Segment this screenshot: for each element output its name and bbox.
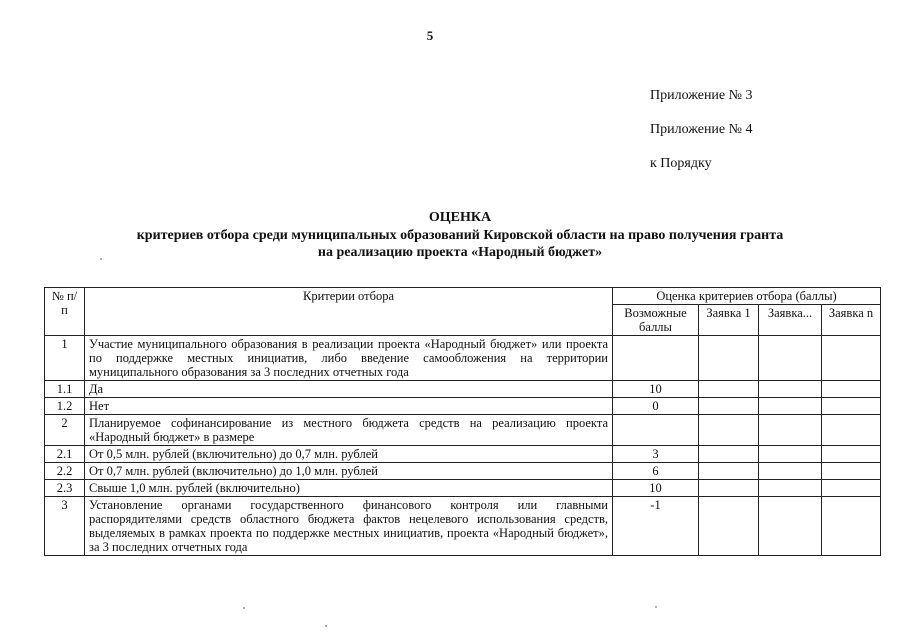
- annex-line-3: к Порядку: [650, 156, 712, 171]
- row-app-dots: [759, 497, 822, 556]
- row-app-dots: [759, 415, 822, 446]
- row-app-n: [822, 480, 881, 497]
- scan-speck: [325, 625, 327, 627]
- row-number: 3: [45, 497, 85, 556]
- scan-speck: [243, 607, 245, 609]
- document-subtitle-line-1: критериев отбора среди муниципальных образований Кировской области на право получения гранта: [136, 228, 784, 243]
- row-points: 6: [613, 463, 699, 480]
- header-evaluation: Оценка критериев отбора (баллы): [613, 288, 881, 305]
- row-criterion: Да: [85, 381, 613, 398]
- table-row: [45, 497, 881, 556]
- row-app-dots: [759, 446, 822, 463]
- header-application-1: Заявка 1: [699, 305, 759, 336]
- row-app-dots: [759, 336, 822, 381]
- row-app-1: [699, 480, 759, 497]
- row-criterion: Свыше 1,0 млн. рублей (включительно): [85, 480, 613, 497]
- row-app-1: [699, 497, 759, 556]
- row-app-dots: [759, 381, 822, 398]
- row-number: 2: [45, 415, 85, 446]
- row-app-1: [699, 336, 759, 381]
- row-app-1: [699, 446, 759, 463]
- header-num: № п/п: [45, 288, 85, 336]
- header-application-n: Заявка n: [822, 305, 881, 336]
- row-number: 1: [45, 336, 85, 381]
- table-row: [45, 463, 881, 480]
- row-app-n: [822, 497, 881, 556]
- row-app-dots: [759, 463, 822, 480]
- annex-line-1: Приложение № 3: [650, 88, 753, 103]
- row-points: 0: [613, 398, 699, 415]
- document-subtitle-line-2: на реализацию проекта «Народный бюджет»: [317, 245, 603, 260]
- row-app-n: [822, 336, 881, 381]
- header-criteria: Критерии отбора: [85, 288, 613, 336]
- row-points: 3: [613, 446, 699, 463]
- header-possible-points: Возможные баллы: [613, 305, 699, 336]
- row-app-1: [699, 463, 759, 480]
- row-criterion: От 0,7 млн. рублей (включительно) до 1,0 млн. рублей: [85, 463, 613, 480]
- row-app-dots: [759, 398, 822, 415]
- row-criterion: Нет: [85, 398, 613, 415]
- row-app-n: [822, 463, 881, 480]
- table-row: [45, 446, 881, 463]
- row-app-1: [699, 381, 759, 398]
- table-row: [45, 398, 881, 415]
- row-app-dots: [759, 480, 822, 497]
- row-points: -1: [613, 497, 699, 556]
- row-app-n: [822, 398, 881, 415]
- row-number: 1.2: [45, 398, 85, 415]
- row-criterion: Планируемое софинансирование из местного бюджета средств на реализацию проекта «Народный бюджет» в размере: [85, 415, 613, 446]
- document-heading: ОЦЕНКА: [428, 210, 492, 225]
- row-number: 1.1: [45, 381, 85, 398]
- row-number: 2.1: [45, 446, 85, 463]
- row-points: 10: [613, 381, 699, 398]
- row-app-1: [699, 398, 759, 415]
- row-criterion: Участие муниципального образования в реализации проекта «Народный бюджет» или проекта по поддержке местных инициатив, либо введение самообложения на территории муниципального образования за 3 последних отчетных года: [85, 336, 613, 381]
- table-row: [45, 480, 881, 497]
- criteria-table: [44, 287, 881, 556]
- table-row: [45, 415, 881, 446]
- row-number: 2.2: [45, 463, 85, 480]
- scan-speck: [100, 258, 102, 260]
- table-row: [45, 336, 881, 381]
- annex-line-2: Приложение № 4: [650, 122, 753, 137]
- row-points: [613, 336, 699, 381]
- page-number: 5: [426, 28, 434, 43]
- row-criterion: От 0,5 млн. рублей (включительно) до 0,7 млн. рублей: [85, 446, 613, 463]
- row-number: 2.3: [45, 480, 85, 497]
- row-app-1: [699, 415, 759, 446]
- table-row: [45, 381, 881, 398]
- scan-speck: [655, 606, 657, 608]
- row-criterion: Установление органами государственного финансового контроля или главными распорядителями средств областного бюджета фактов нецелевого использования средств, выделяемых в рамках проекта по поддержке местных инициатив, проекта «Народный бюджет», за 3 последних отчетных года: [85, 497, 613, 556]
- row-app-n: [822, 415, 881, 446]
- row-app-n: [822, 446, 881, 463]
- row-points: 10: [613, 480, 699, 497]
- header-application-dots: Заявка...: [759, 305, 822, 336]
- row-points: [613, 415, 699, 446]
- row-app-n: [822, 381, 881, 398]
